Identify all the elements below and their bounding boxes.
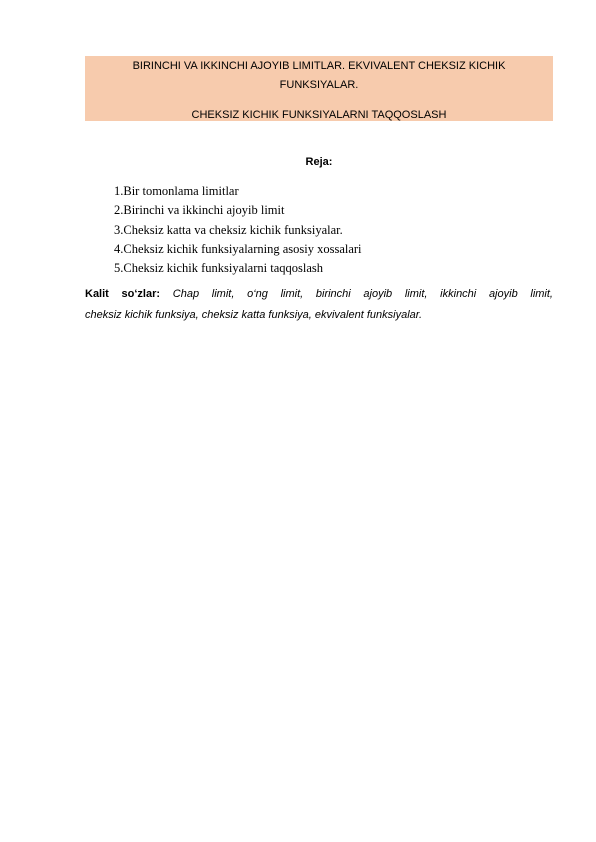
plan-item: 5.Cheksiz kichik funksiyalarni taqqoslash bbox=[114, 261, 323, 276]
keywords-paragraph bbox=[85, 284, 553, 326]
document-subtitle: CHEKSIZ KICHIK FUNKSIYALARNI TAQQOSLASH bbox=[191, 109, 447, 121]
plan-item: 1.Bir tomonlama limitlar bbox=[114, 184, 239, 198]
document-title-line1: BIRINCHI VA IKKINCHI AJOYIB LIMITLAR. EKVIVALENT CHEKSIZ KICHIK bbox=[132, 60, 506, 72]
plan-item: 4.Cheksiz kichik funksiyalarning asosiy xossalari bbox=[114, 241, 362, 256]
plan-heading: Reja: bbox=[305, 156, 333, 168]
keywords-line-2 bbox=[85, 305, 553, 326]
keywords-text-1: Chap limit, o‘ng limit, birinchi ajoyib limit, ikkinchi ajoyib limit, bbox=[172, 288, 553, 300]
keywords-text-2: cheksiz kichik funksiya, cheksiz katta funksiya, ekvivalent funksiyalar. bbox=[85, 309, 423, 321]
plan-item: 2.Birinchi va ikkinchi ajoyib limit bbox=[114, 203, 285, 218]
document-title-line2: FUNKSIYALAR. bbox=[279, 79, 359, 91]
keywords-line-1 bbox=[85, 284, 553, 305]
keywords-label: Kalit so‘zlar: bbox=[85, 288, 161, 300]
plan-item: 3.Cheksiz katta va cheksiz kichik funksiyalar. bbox=[114, 222, 343, 237]
plan-list bbox=[114, 182, 362, 278]
